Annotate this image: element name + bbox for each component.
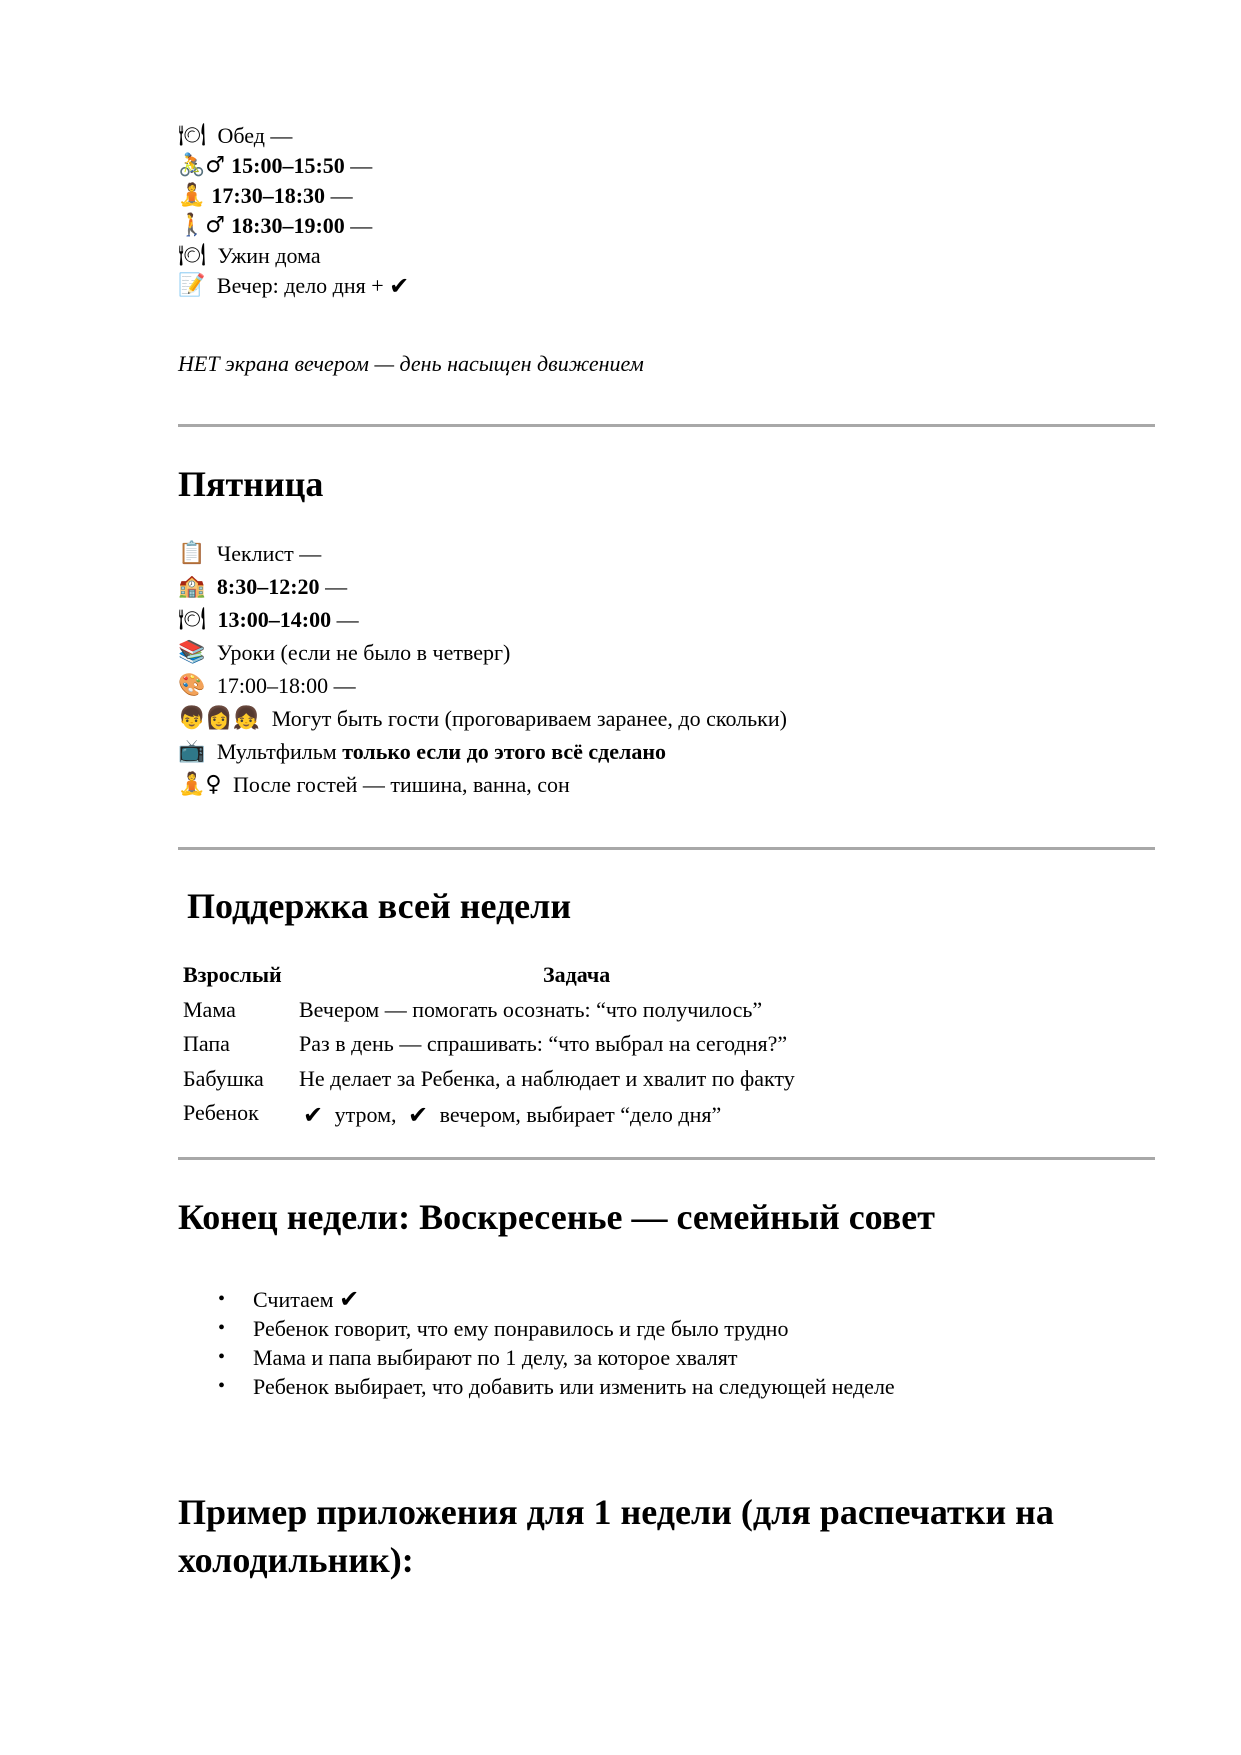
- line-text: —: [344, 213, 373, 238]
- friday-item: [178, 539, 321, 569]
- table-row-task: Раз в день — спрашивать: “что выбрал на сегодня?”: [299, 1031, 788, 1056]
- friday-item: [178, 704, 787, 734]
- schedule-line-evening: [178, 271, 415, 301]
- horizontal-rule: [178, 424, 1155, 427]
- weekend-list: [178, 1285, 895, 1401]
- friday-item: [178, 737, 666, 767]
- books-icon: 📚: [178, 640, 206, 665]
- item-text: 17:00–18:00 —: [211, 673, 356, 698]
- list-item: • Ребенок выбирает, что добавить или изменить на следующей неделе: [178, 1372, 895, 1401]
- friday-item: [178, 770, 570, 800]
- friday-heading: Пятница: [178, 464, 324, 504]
- tv-icon: 📺: [178, 739, 206, 764]
- item-text: Мультфильм: [211, 739, 343, 764]
- item-bold: 13:00–14:00: [217, 607, 332, 632]
- evening-note: НЕТ экрана вечером — день насыщен движением: [178, 351, 644, 376]
- walking-icon: 🚶♂: [178, 213, 226, 238]
- time-range: 17:30–18:30: [211, 183, 326, 208]
- family-icon: 👦👩👧: [178, 706, 261, 731]
- item-text: Чеклист —: [211, 541, 322, 566]
- schedule-line-walk: [178, 211, 372, 241]
- example-heading-line1: Пример приложения для 1 недели (для распечатки на: [178, 1492, 1054, 1532]
- horizontal-rule: [178, 1157, 1155, 1160]
- item-text: После гостей — тишина, ванна, сон: [227, 772, 570, 797]
- support-heading: Поддержка всей недели: [187, 886, 572, 926]
- task-text: утром,: [329, 1102, 402, 1127]
- horizontal-rule: [178, 847, 1155, 850]
- table-row-adult: Бабушка: [183, 1066, 264, 1091]
- table-row-adult: Папа: [183, 1031, 230, 1056]
- list-item: • Мама и папа выбирают по 1 делу, за которое хвалят: [178, 1343, 895, 1372]
- line-text: Обед —: [211, 123, 293, 148]
- time-range: 15:00–15:50: [231, 153, 345, 178]
- school-icon: 🏫: [178, 574, 206, 599]
- line-text: Вечер: дело дня +: [211, 273, 390, 298]
- schedule-line-cycling: [178, 151, 372, 181]
- line-text: Ужин дома: [211, 243, 321, 268]
- example-heading-line2: холодильник):: [178, 1540, 414, 1580]
- time-range: 18:30–19:00: [231, 213, 345, 238]
- table-row-task: [299, 1100, 721, 1130]
- task-text: вечером, выбирает “дело дня”: [434, 1102, 722, 1127]
- table-row-task: Вечером — помогать осознать: “что получилось”: [299, 997, 763, 1022]
- item-text-after: —: [319, 574, 348, 599]
- plate-cutlery-icon: 🍽: [178, 243, 206, 268]
- friday-item: [178, 605, 359, 635]
- item-text: Уроки (если не было в четверг): [211, 640, 511, 665]
- list-item: • Ребенок говорит, что ему понравилось и где было трудно: [178, 1314, 895, 1343]
- plate-cutlery-icon: 🍽: [178, 123, 206, 148]
- checkmark-icon: ✔: [408, 1101, 429, 1129]
- col-header-task: Задача: [543, 962, 611, 987]
- checkmark-icon: ✔: [339, 1285, 360, 1313]
- table-row-task: Не делает за Ребенка, а наблюдает и хвалит по факту: [299, 1066, 795, 1091]
- table-row-adult: Мама: [183, 997, 236, 1022]
- cyclist-icon: 🚴♂: [178, 153, 226, 178]
- table-row-adult: Ребенок: [183, 1100, 259, 1125]
- line-text: —: [344, 153, 373, 178]
- col-header-adult: Взрослый: [183, 962, 282, 987]
- schedule-line-dinner: [178, 241, 321, 271]
- friday-item: [178, 638, 510, 668]
- schedule-line-lunch: [178, 121, 292, 151]
- item-text: Могут быть гости (проговариваем заранее, до скольки): [266, 706, 787, 731]
- schedule-line-meditation: [178, 181, 353, 211]
- memo-icon: 📝: [178, 273, 206, 298]
- item-bold: только если до этого всё сделано: [342, 739, 667, 764]
- checkmark-icon: ✔: [303, 1101, 324, 1129]
- meditation-icon: 🧘♀: [178, 772, 222, 797]
- list-item-text: • Считаем: [253, 1287, 340, 1312]
- palette-icon: 🎨: [178, 673, 206, 698]
- clipboard-icon: 📋: [178, 541, 206, 566]
- friday-item: [178, 572, 347, 602]
- plate-cutlery-icon: 🍽: [178, 607, 206, 632]
- item-bold: 8:30–12:20: [216, 574, 320, 599]
- checkmark-icon: ✔: [389, 272, 410, 300]
- meditation-icon: 🧘: [178, 183, 206, 208]
- line-text: —: [325, 183, 353, 208]
- item-text-after: —: [331, 607, 359, 632]
- list-item: [178, 1285, 895, 1314]
- support-table: [183, 960, 883, 1130]
- friday-item: [178, 671, 356, 701]
- weekend-heading: Конец недели: Воскресенье — семейный совет: [178, 1197, 935, 1237]
